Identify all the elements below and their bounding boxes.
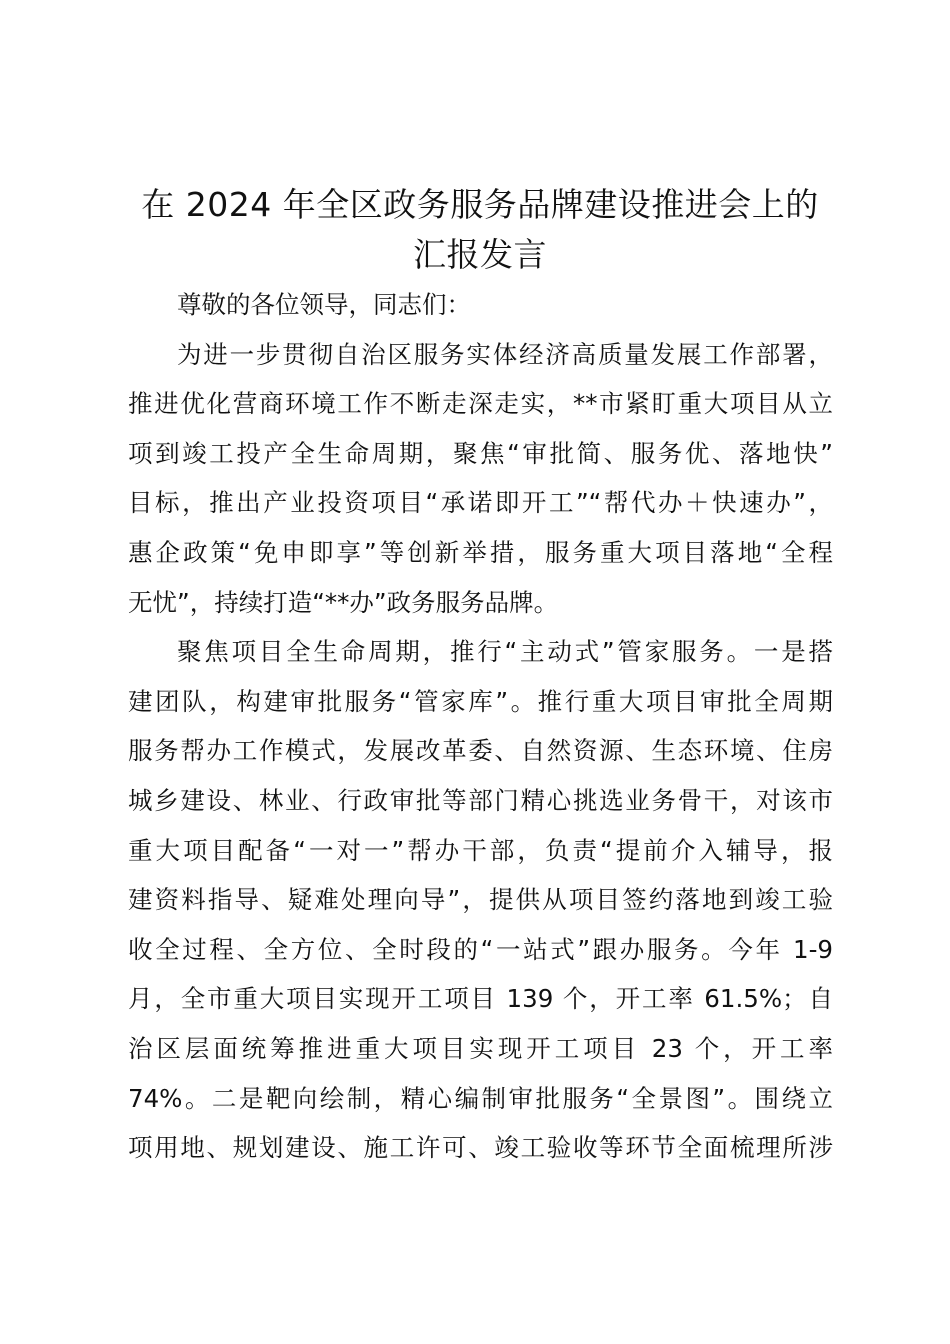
salutation: 尊敬的各位领导，同志们：	[177, 290, 471, 319]
document-body	[128, 285, 833, 1178]
paragraph-line: 推进优化营商环境工作不断走深走实，**市紧盯重大项目从立	[128, 389, 833, 419]
paragraph-line: 惠企政策“免申即享”等创新举措，服务重大项目落地“全程	[128, 537, 833, 567]
paragraph-line: 重大项目配备“一对一”帮办干部，负责“提前介入辅导，报	[128, 835, 833, 865]
paragraph-line: 项用地、规划建设、施工许可、竣工验收等环节全面梳理所涉	[128, 1133, 833, 1163]
paragraph-line: 收全过程、全方位、全时段的“一站式”跟办服务。今年 1-9	[128, 934, 833, 964]
paragraph-line: 建团队，构建审批服务“管家库”。推行重大项目审批全周期	[128, 686, 833, 716]
paragraph-line: 治区层面统筹推进重大项目实现开工项目 23 个，开工率	[128, 1033, 833, 1063]
paragraph-line: 74%。二是靶向绘制，精心编制审批服务“全景图”。围绕立	[128, 1083, 833, 1113]
paragraph-line: 服务帮办工作模式，发展改革委、自然资源、生态环境、住房	[128, 736, 833, 766]
title-line: 在 2024 年全区政务服务品牌建设推进会上的	[141, 185, 819, 224]
paragraph-line: 无忧”，持续打造“**办”政务服务品牌。	[128, 587, 559, 617]
paragraph-line: 项到竣工投产全生命周期，聚焦“审批简、服务优、落地快”	[128, 438, 833, 468]
document-title	[110, 180, 850, 280]
paragraph-line: 建资料指导、疑难处理向导”，提供从项目签约落地到竣工验	[128, 885, 833, 915]
paragraph-2	[128, 632, 833, 1178]
paragraph-line: 月，全市重大项目实现开工项目 139 个，开工率 61.5%；自	[128, 984, 833, 1014]
paragraph-line: 聚焦项目全生命周期，推行“主动式”管家服务。一是搭	[177, 637, 833, 667]
paragraph-line: 目标，推出产业投资项目“承诺即开工”“帮代办＋快速办”，	[128, 488, 833, 518]
title-line: 汇报发言	[413, 235, 547, 274]
paragraph-line: 为进一步贯彻自治区服务实体经济高质量发展工作部署，	[177, 339, 833, 369]
paragraph-1	[128, 335, 833, 633]
paragraph-line: 城乡建设、林业、行政审批等部门精心挑选业务骨干，对该市	[128, 785, 833, 815]
